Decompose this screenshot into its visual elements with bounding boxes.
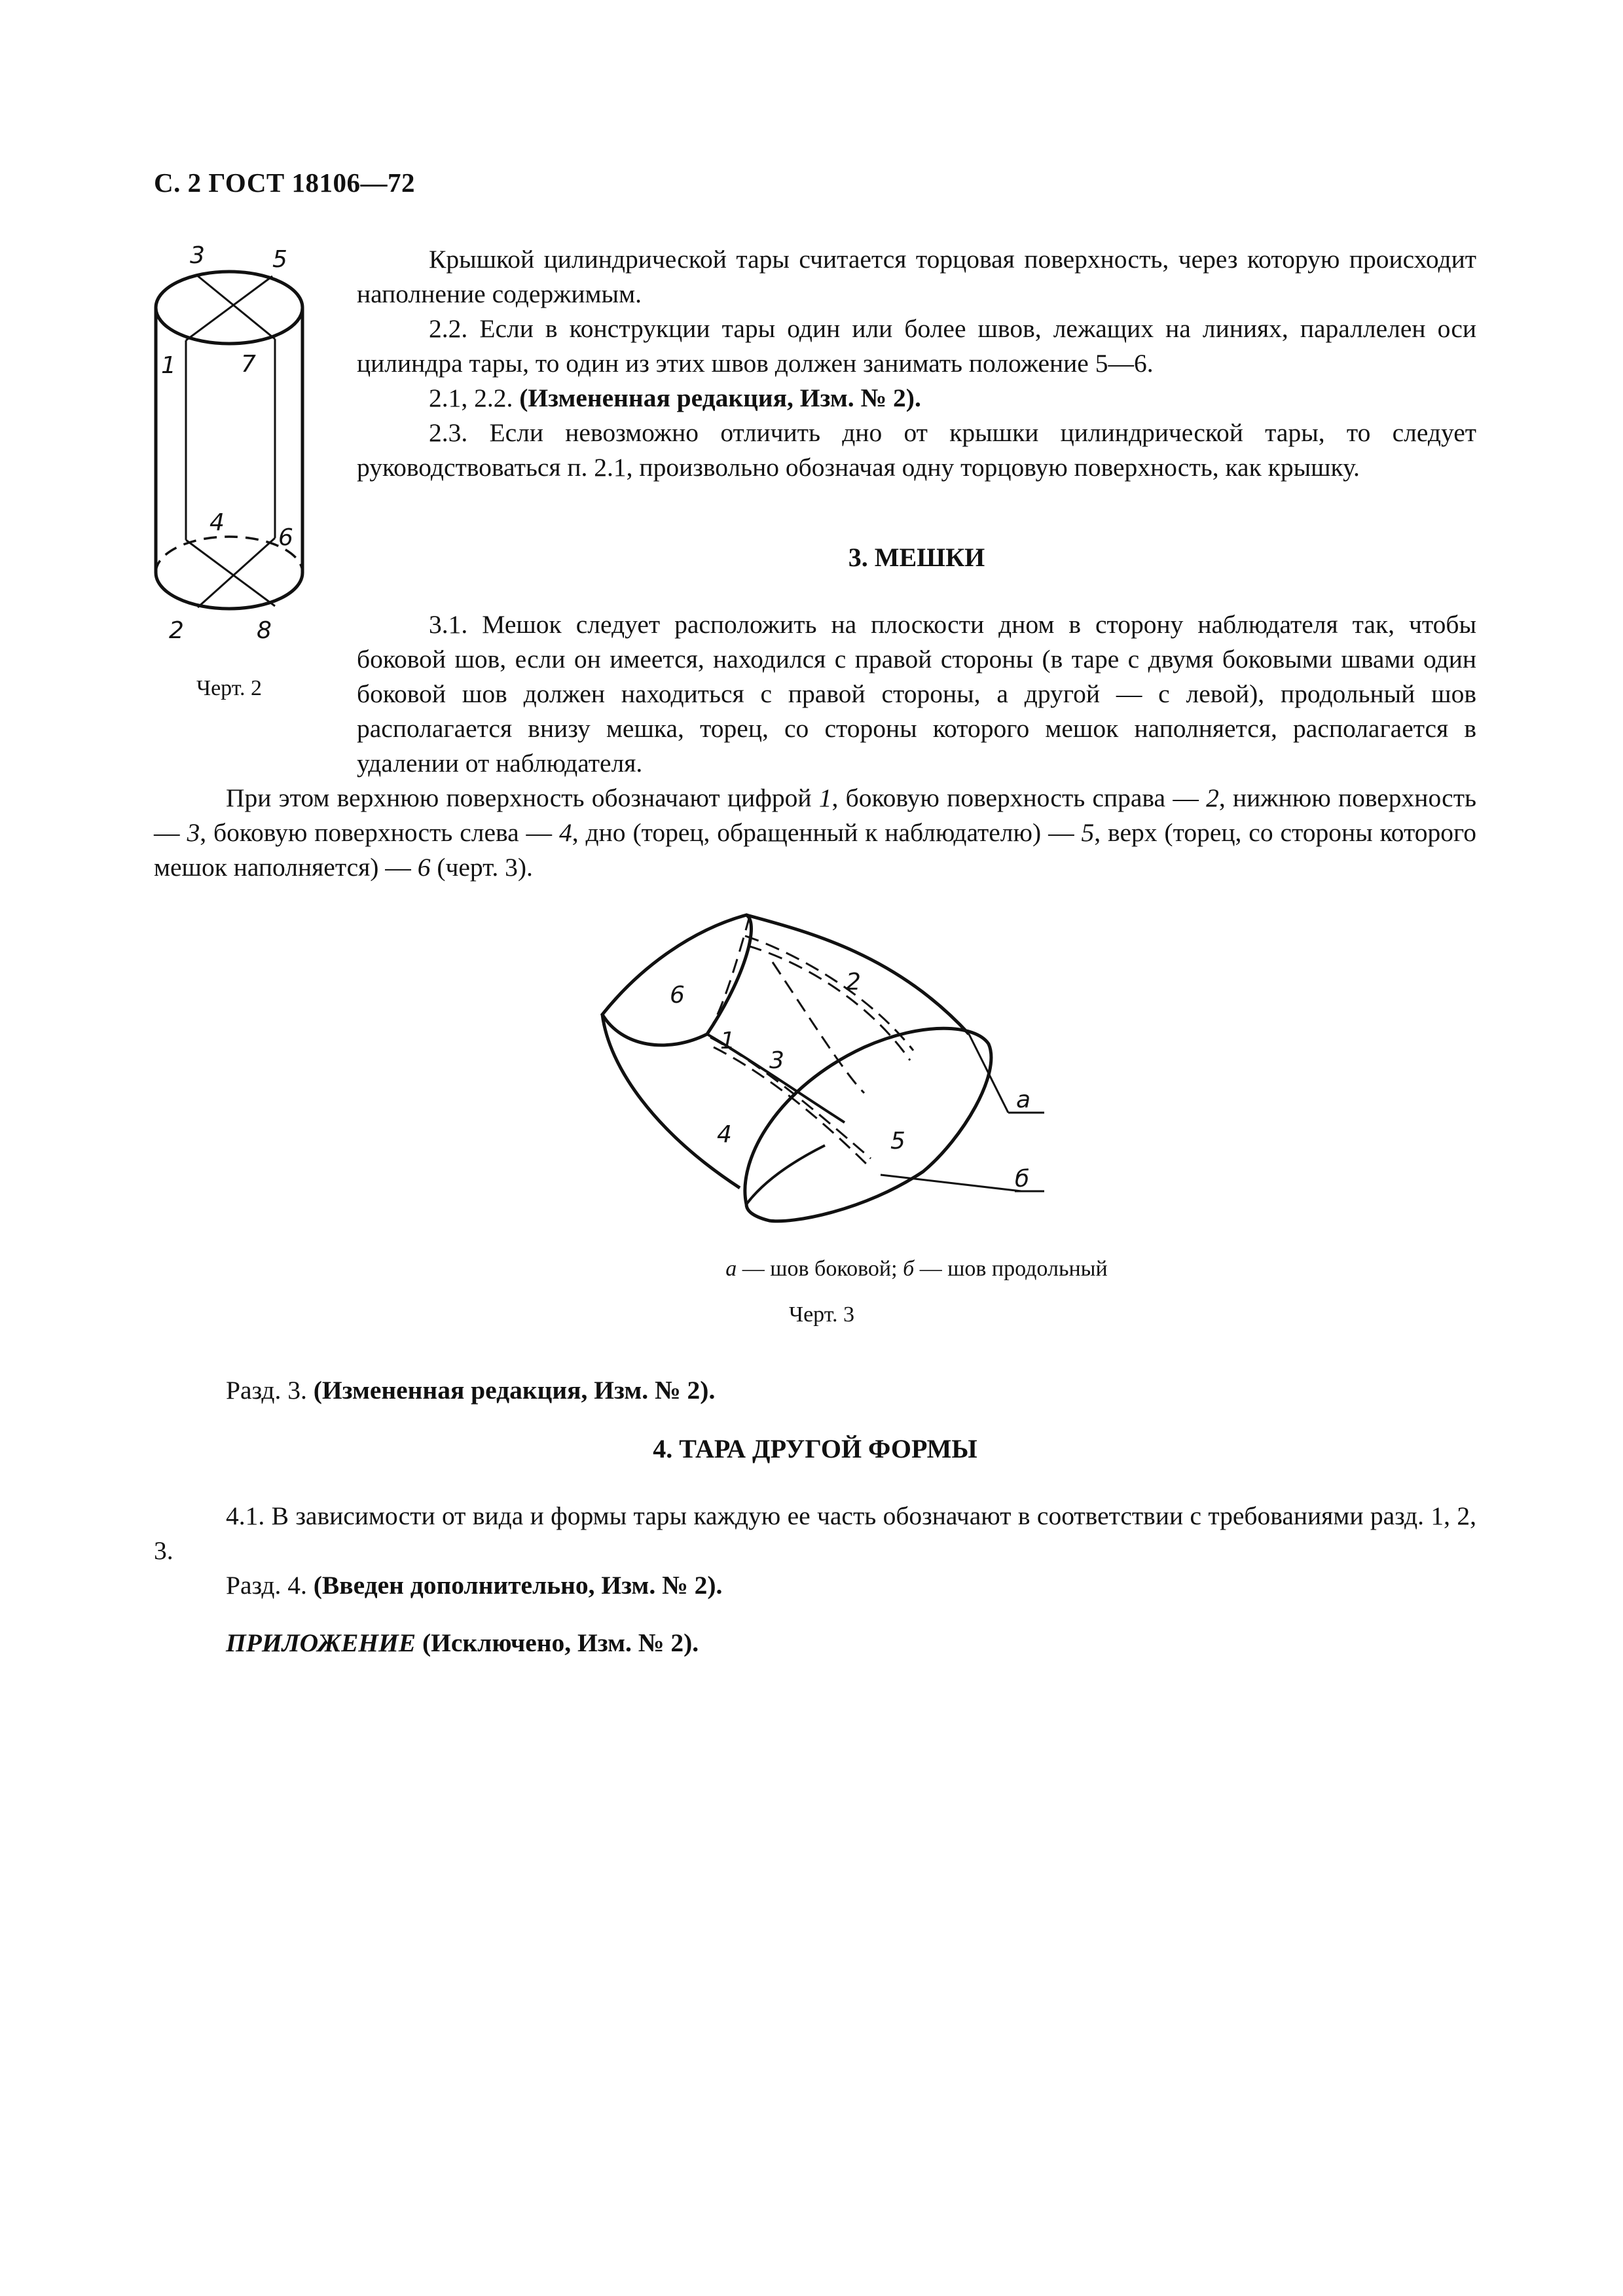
appendix-title: ПРИЛОЖЕНИЕ — [226, 1628, 416, 1657]
fig3-label-4: 4 — [717, 1121, 732, 1148]
fig2-label-6: 6 — [278, 524, 293, 551]
para-lid: Крышкой цилиндрической тары считается торцовая поверхность, через которую происходит наполнение содержимым. — [357, 245, 1476, 308]
fig3-label-b: б — [1015, 1166, 1030, 1193]
para-4-1: 4.1. В зависимости от вида и формы тары каждую ее часть обозначают в соответствии с требованиями разд. 1, 2, 3. — [154, 1501, 1476, 1565]
fig2-label-8: 8 — [257, 617, 272, 644]
fig2-label-5: 5 — [272, 246, 287, 273]
fig2-caption: Черт. 2 — [196, 676, 263, 700]
section-4-amend: Разд. 4. (Введен дополнительно, Изм. № 2). — [226, 1571, 723, 1600]
fig2-label-4: 4 — [210, 509, 225, 536]
fig3-label-a: а — [1016, 1086, 1031, 1113]
section-4-heading: 4. ТАРА ДРУГОЙ ФОРМЫ — [653, 1434, 977, 1463]
fig2-label-1: 1 — [161, 352, 176, 379]
amend-prefix: 2.1, 2.2. — [429, 384, 513, 412]
fig3-label-6: 6 — [670, 982, 685, 1009]
para-2-1-2-2-amend — [357, 381, 1476, 416]
fig3-caption: Черт. 3 — [788, 1302, 855, 1327]
para-2-3: 2.3. Если невозможно отличить дно от крышки цилиндрической тары, то следует руководствоваться п. 2.1, произвольно обозначая одну торцовую поверхность, как крышку. — [357, 418, 1476, 482]
para-3-1: 3.1. Мешок следует расположить на плоскости дном в сторону наблюдателя так, чтобы боковой шов, если он имеется, находился с правой стороны (в таре с двумя боковыми швами один боковой шов должен находиться с правой стороны, а другой — с левой), продольный шов располагается внизу мешка, торец, со стороны которого мешок наполняется, располагается в удалении от наблюдателя. — [357, 610, 1476, 778]
fig3-label-5: 5 — [890, 1128, 905, 1155]
appendix-note — [226, 1626, 699, 1660]
page-header: С. 2 ГОСТ 18106—72 — [154, 168, 416, 198]
para-2-2: 2.2. Если в конструкции тары один или более швов, лежащих на линиях, параллелен оси цилиндра тары, то один из этих швов должен занимать положение 5—6. — [357, 314, 1476, 378]
fig2-label-7: 7 — [241, 351, 256, 378]
figure-3-sack — [583, 897, 1054, 1237]
fig3-label-2: 2 — [846, 969, 861, 996]
section-3-amend: Разд. 3. (Измененная редакция, Изм. № 2). — [226, 1376, 716, 1405]
appendix-status: (Исключено, Изм. № 2). — [422, 1628, 699, 1657]
figure-2-cylinder — [144, 242, 314, 648]
fig3-label-1: 1 — [720, 1028, 735, 1054]
amend-text: (Измененная редакция, Изм. № 2). — [519, 384, 921, 412]
section-3-heading: 3. МЕШКИ — [848, 543, 985, 572]
fig3-legend: а — шов боковой; б — шов продольный — [725, 1257, 1108, 1281]
fig3-label-3: 3 — [769, 1047, 784, 1074]
para-when: При этом верхнюю поверхность обозначают цифрой 1, боковую поверхность справа — 2, нижнюю поверхность — 3, боковую поверхность слева — 4, дно (торец, обращенный к наблюдателю) — 5, верх (торец, со стороны которого мешок наполняется) — 6 (черт. 3). — [154, 783, 1476, 882]
fig2-label-3: 3 — [190, 242, 205, 269]
fig2-label-2: 2 — [169, 617, 184, 644]
